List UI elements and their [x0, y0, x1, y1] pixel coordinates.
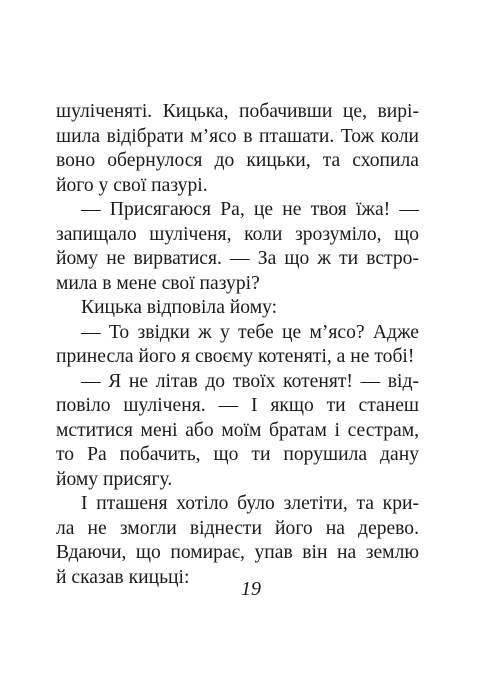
- text-line: мститися мені або моїм братам і сестрам,: [56, 419, 419, 441]
- text-line: повіло шуліченя. — І якщо ти станеш: [56, 395, 419, 416]
- text-line: принесла його я своєму котеняті, а не тобі!: [56, 346, 415, 367]
- text-line: йому не вирватися. — За що ж ти встро-: [56, 248, 419, 269]
- text-line: мила в мене свої пазурі?: [56, 272, 260, 294]
- text-line: воно обернулося до кицьки, та схопила: [56, 150, 419, 171]
- page-number: 19: [241, 578, 261, 600]
- text-line: й сказав кицьці:: [56, 566, 190, 588]
- body-text: [56, 100, 419, 590]
- text-line: ла не змогли віднести його на дерево.: [56, 517, 419, 539]
- text-line: — Присягаюся Ра, це не твоя їжа! —: [81, 199, 419, 220]
- text-line: то Ра побачить, що ти порушила дану: [56, 444, 419, 465]
- text-line: Вдаючи, що помирає, упав він на землю: [56, 542, 419, 563]
- text-line: І пташеня хотіло було злетіти, та кри-: [81, 493, 419, 514]
- text-line: — Я не літав до твоїх котенят! — від-: [81, 370, 419, 392]
- text-line: запищало шуліченя, коли зрозуміло, що: [56, 223, 419, 245]
- text-line: — То звідки ж у тебе це м’ясо? Адже: [81, 321, 419, 343]
- text-line: його у свої пазурі.: [56, 174, 208, 196]
- text-line: Кицька відповіла йому:: [81, 297, 278, 318]
- text-line: йому присягу.: [56, 468, 173, 490]
- text-line: шила відібрати м’ясо в пташати. Тож коли: [56, 125, 419, 147]
- text-line: шуліченяті. Кицька, побачивши це, вирі-: [56, 101, 419, 122]
